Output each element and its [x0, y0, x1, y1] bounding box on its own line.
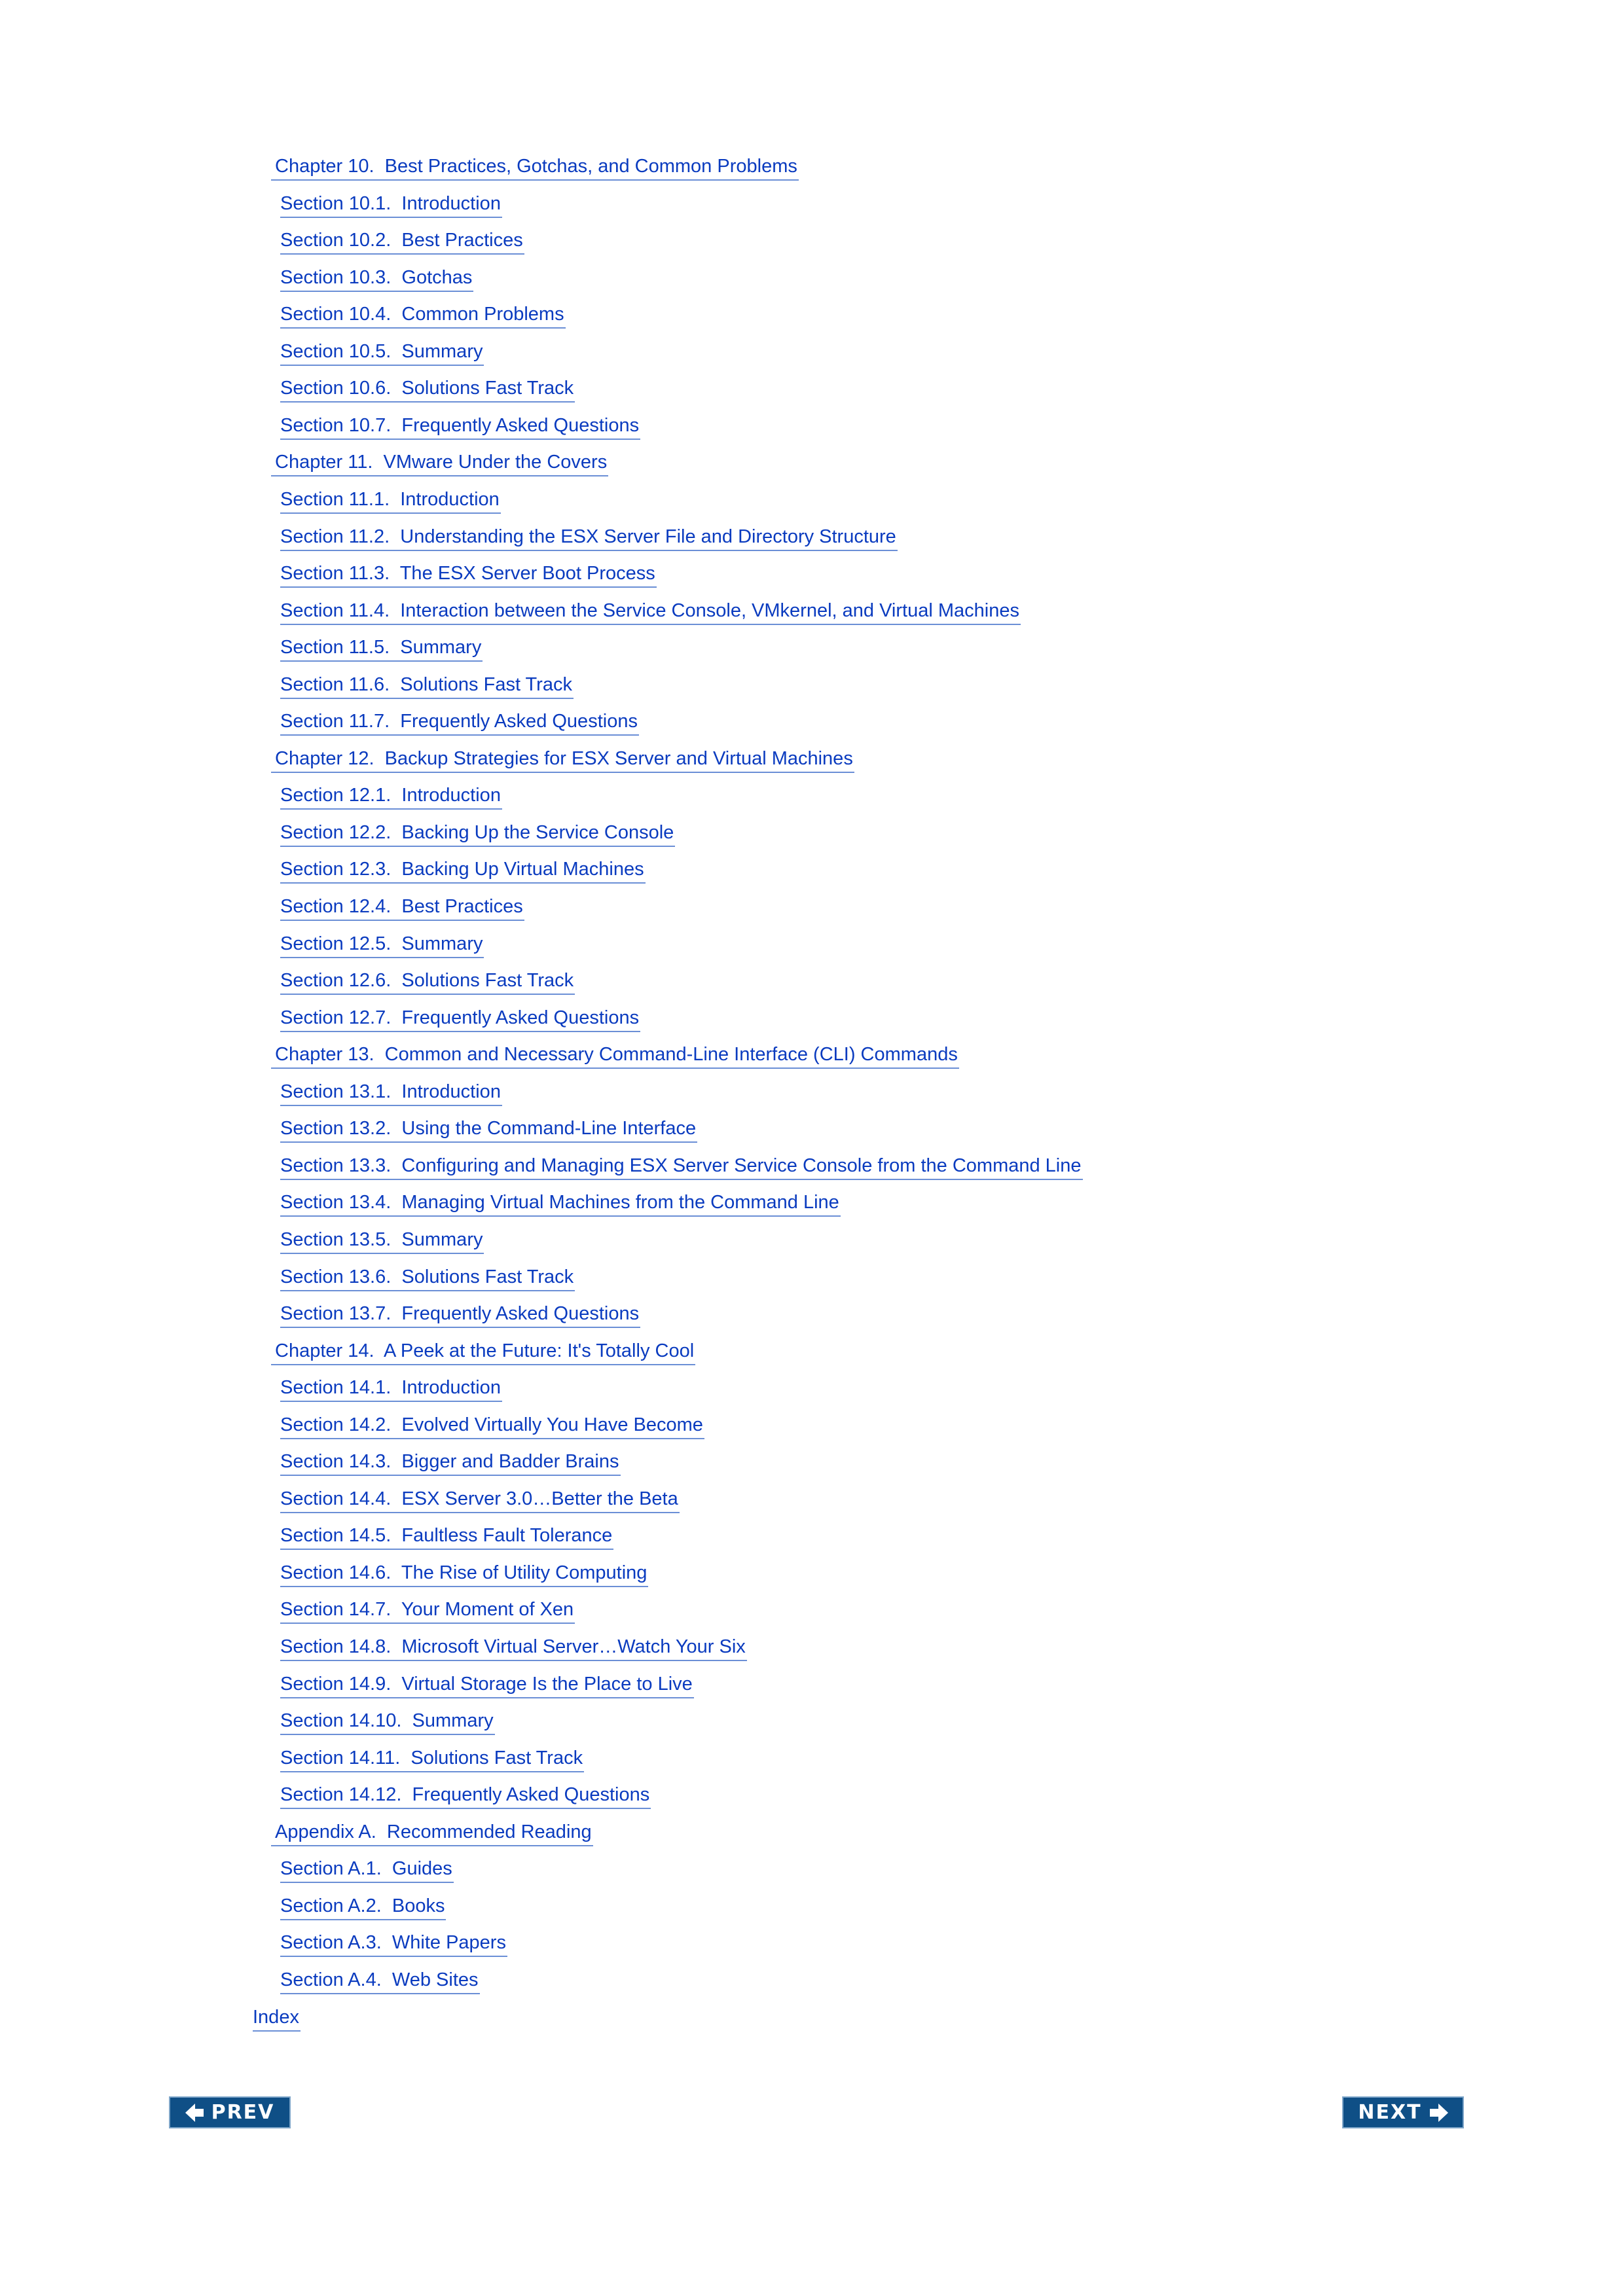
toc-section-link[interactable]: Section 14.3. Bigger and Badder Brains	[280, 1448, 621, 1476]
toc-section-link[interactable]: Section 11.3. The ESX Server Boot Process	[280, 560, 657, 588]
toc-chapter-link[interactable]: Chapter 10. Best Practices, Gotchas, and Common Problems	[271, 153, 799, 181]
toc-section-link[interactable]: Section 12.2. Backing Up the Service Console	[280, 819, 675, 847]
toc-section-link[interactable]: Section 13.7. Frequently Asked Questions	[280, 1300, 640, 1328]
toc-section-link[interactable]: Section 13.4. Managing Virtual Machines from the Command Line	[280, 1189, 841, 1217]
toc-section-link[interactable]: Section 14.8. Microsoft Virtual Server…Watch Your Six	[280, 1634, 747, 1661]
toc-chapter-link[interactable]: Chapter 13. Common and Necessary Command-Line Interface (CLI) Commands	[271, 1041, 959, 1069]
toc-section-link[interactable]: Section 14.10. Summary	[280, 1708, 495, 1735]
toc-section-link[interactable]: Section 11.7. Frequently Asked Questions	[280, 708, 639, 736]
toc-section-link[interactable]: Section 10.7. Frequently Asked Questions	[280, 412, 640, 440]
toc-index-link[interactable]: Index	[253, 2004, 301, 2032]
toc-section-link[interactable]: Section A.3. White Papers	[280, 1929, 507, 1957]
toc-section-link[interactable]: Section 13.6. Solutions Fast Track	[280, 1264, 575, 1291]
toc-section-link[interactable]: Section 11.4. Interaction between the Service Console, VMkernel, and Virtual Machines	[280, 598, 1021, 625]
toc-section-link[interactable]: Section 13.2. Using the Command-Line Interface	[280, 1115, 697, 1143]
toc-section-link[interactable]: Section 12.1. Introduction	[280, 782, 502, 810]
toc-section-link[interactable]: Section A.2. Books	[280, 1893, 446, 1920]
toc-section-link[interactable]: Section 10.2. Best Practices	[280, 227, 524, 255]
toc-section-link[interactable]: Section 10.6. Solutions Fast Track	[280, 375, 575, 403]
toc-section-link[interactable]: Section 13.1. Introduction	[280, 1079, 502, 1106]
toc-section-link[interactable]: Section 14.4. ESX Server 3.0…Better the Beta	[280, 1486, 680, 1513]
toc-section-link[interactable]: Section 13.5. Summary	[280, 1227, 484, 1254]
next-label: NEXT	[1358, 2101, 1422, 2124]
toc-section-link[interactable]: Section 14.12. Frequently Asked Questions	[280, 1782, 651, 1809]
toc-section-link[interactable]: Section 10.4. Common Problems	[280, 301, 566, 329]
toc-section-link[interactable]: Section 11.1. Introduction	[280, 486, 501, 514]
toc-section-link[interactable]: Section 14.9. Virtual Storage Is the Place to Live	[280, 1671, 694, 1698]
toc-section-link[interactable]: Section 11.2. Understanding the ESX Server File and Directory Structure	[280, 524, 898, 551]
toc-section-link[interactable]: Section 12.6. Solutions Fast Track	[280, 967, 575, 995]
toc-section-link[interactable]: Section 10.5. Summary	[280, 338, 484, 366]
toc-section-link[interactable]: Section 11.6. Solutions Fast Track	[280, 672, 574, 699]
prev-button[interactable]	[169, 2096, 291, 2128]
toc-section-link[interactable]: Section 14.6. The Rise of Utility Computing	[280, 1560, 648, 1587]
toc-section-link[interactable]: Section 14.5. Faultless Fault Tolerance	[280, 1522, 613, 1550]
toc-section-link[interactable]: Section 12.3. Backing Up Virtual Machines	[280, 856, 646, 884]
toc-section-link[interactable]: Section 11.5. Summary	[280, 634, 483, 662]
toc-section-link[interactable]: Section 14.7. Your Moment of Xen	[280, 1596, 575, 1624]
toc-chapter-link[interactable]: Appendix A. Recommended Reading	[271, 1819, 593, 1846]
toc-section-link[interactable]: Section A.4. Web Sites	[280, 1967, 480, 1994]
prev-label: PREV	[211, 2101, 275, 2124]
toc-chapter-link[interactable]: Chapter 12. Backup Strategies for ESX Server and Virtual Machines	[271, 745, 854, 773]
toc-section-link[interactable]: Section 14.1. Introduction	[280, 1374, 502, 1402]
arrow-left-icon	[185, 2102, 205, 2123]
toc-section-link[interactable]: Section 12.4. Best Practices	[280, 893, 524, 921]
next-button[interactable]	[1342, 2096, 1464, 2128]
toc-chapter-link[interactable]: Chapter 14. A Peek at the Future: It's Totally Cool	[271, 1338, 695, 1365]
toc-section-link[interactable]: Section 10.3. Gotchas	[280, 264, 473, 292]
toc-section-link[interactable]: Section 12.7. Frequently Asked Questions	[280, 1005, 640, 1032]
toc-section-link[interactable]: Section 14.11. Solutions Fast Track	[280, 1745, 584, 1772]
toc-section-link[interactable]: Section 13.3. Configuring and Managing ESX Server Service Console from the Command Line	[280, 1153, 1083, 1180]
toc-section-link[interactable]: Section 12.5. Summary	[280, 931, 484, 958]
arrow-right-icon	[1429, 2102, 1448, 2123]
toc-section-link[interactable]: Section 10.1. Introduction	[280, 190, 502, 218]
toc-chapter-link[interactable]: Chapter 11. VMware Under the Covers	[271, 449, 608, 476]
toc-section-link[interactable]: Section 14.2. Evolved Virtually You Have Become	[280, 1412, 704, 1439]
toc-section-link[interactable]: Section A.1. Guides	[280, 1856, 454, 1883]
